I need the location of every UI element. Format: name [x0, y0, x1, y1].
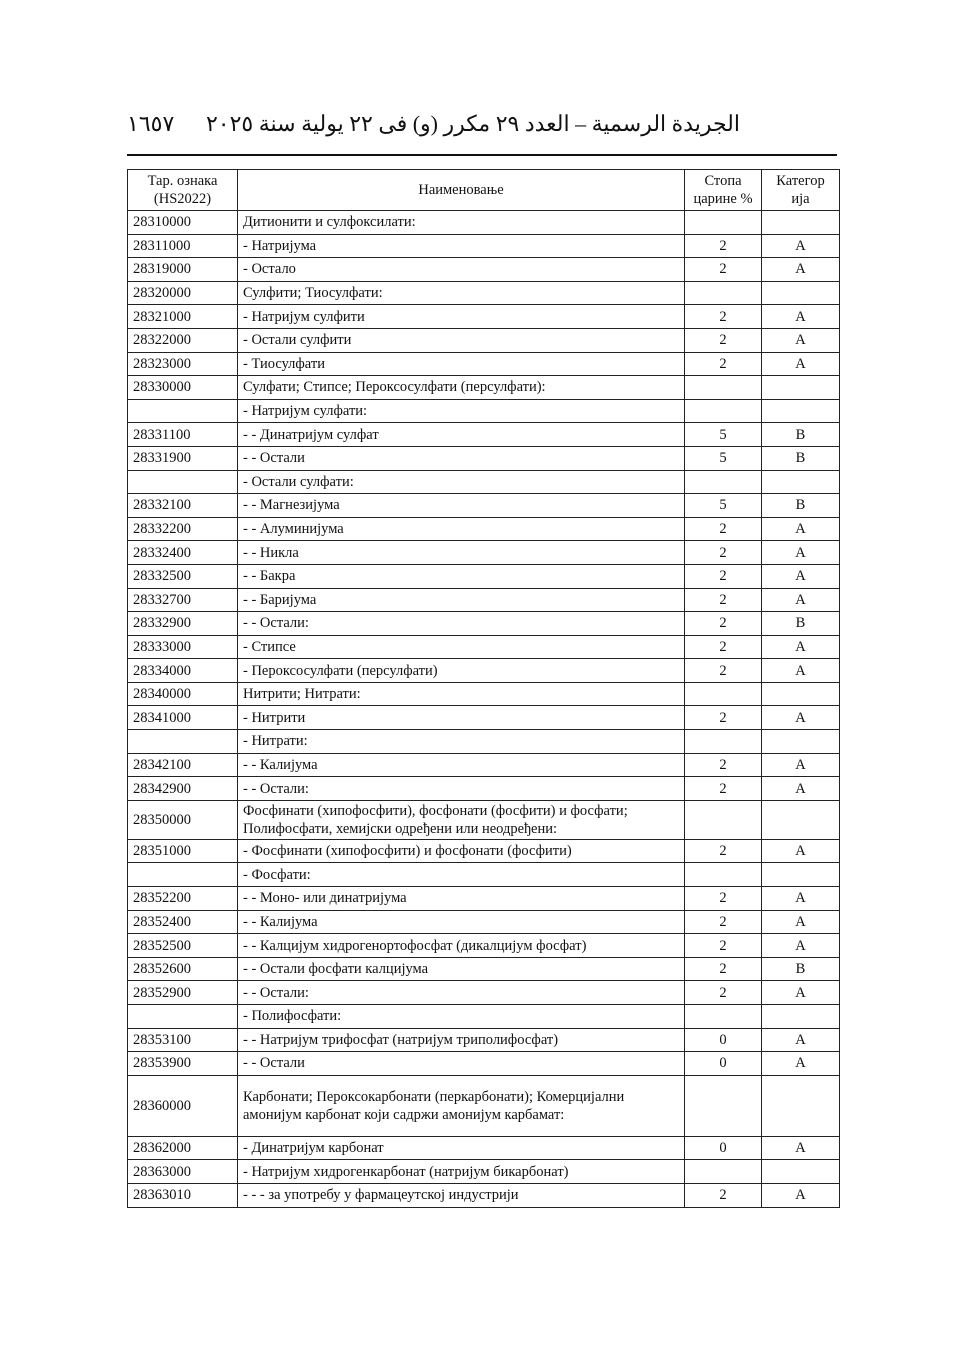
- cell-description: - Стипсе: [238, 635, 685, 659]
- cell-rate: [685, 1005, 762, 1029]
- cell-rate: 2: [685, 934, 762, 958]
- column-header-category: Категор ија: [762, 170, 840, 211]
- cell-rate: 2: [685, 1183, 762, 1207]
- cell-rate: 2: [685, 635, 762, 659]
- cell-description: Сулфити; Тиосулфати:: [238, 281, 685, 305]
- cell-rate: 2: [685, 258, 762, 282]
- cell-category: A: [762, 659, 840, 683]
- cell-category: A: [762, 1028, 840, 1052]
- cell-category: A: [762, 910, 840, 934]
- table-row: [128, 863, 840, 887]
- cell-description: Карбонати; Пероксокарбонати (перкарбонати); Комерцијални амонијум карбонат који садржи амонијум карбамат:: [238, 1075, 685, 1136]
- cell-category: [762, 470, 840, 494]
- cell-description: - Пероксосулфати (персулфати): [238, 659, 685, 683]
- table-row: [128, 910, 840, 934]
- cell-description: - - Остали:: [238, 612, 685, 636]
- column-header-description: Наименовање: [238, 170, 685, 211]
- cell-category: A: [762, 777, 840, 801]
- table-row: [128, 800, 840, 839]
- cell-description: - - Остали: [238, 446, 685, 470]
- cell-description: - - Алуминијума: [238, 517, 685, 541]
- cell-description: Сулфати; Стипсе; Пероксосулфати (персулфати):: [238, 376, 685, 400]
- cell-category: [762, 1075, 840, 1136]
- cell-description: - Натријум сулфити: [238, 305, 685, 329]
- cell-code: 28334000: [128, 659, 238, 683]
- cell-category: B: [762, 423, 840, 447]
- table-row: [128, 1183, 840, 1207]
- cell-category: A: [762, 541, 840, 565]
- cell-code: 28332900: [128, 612, 238, 636]
- cell-description: - Фосфати:: [238, 863, 685, 887]
- cell-category: A: [762, 839, 840, 863]
- table-row: [128, 258, 840, 282]
- cell-description: - - Калијума: [238, 753, 685, 777]
- cell-code: [128, 730, 238, 754]
- cell-code: [128, 863, 238, 887]
- table-row: [128, 517, 840, 541]
- cell-category: A: [762, 588, 840, 612]
- table-header-row: [128, 170, 840, 211]
- cell-code: 28360000: [128, 1075, 238, 1136]
- table-row: [128, 682, 840, 706]
- cell-category: A: [762, 981, 840, 1005]
- cell-code: 28332700: [128, 588, 238, 612]
- cell-code: 28332400: [128, 541, 238, 565]
- cell-category: A: [762, 1136, 840, 1160]
- cell-code: 28340000: [128, 682, 238, 706]
- table-row: [128, 1005, 840, 1029]
- cell-description: - Нитрити: [238, 706, 685, 730]
- cell-rate: 2: [685, 910, 762, 934]
- cell-code: 28341000: [128, 706, 238, 730]
- cell-rate: 2: [685, 305, 762, 329]
- cell-category: A: [762, 258, 840, 282]
- table-row: [128, 564, 840, 588]
- cell-rate: 2: [685, 352, 762, 376]
- cell-description: - Тиосулфати: [238, 352, 685, 376]
- cell-rate: [685, 376, 762, 400]
- cell-description: - Полифосфати:: [238, 1005, 685, 1029]
- cell-description: - - Динатријум сулфат: [238, 423, 685, 447]
- page-header: [127, 104, 837, 144]
- cell-code: 28332500: [128, 564, 238, 588]
- table-row: [128, 446, 840, 470]
- cell-code: 28333000: [128, 635, 238, 659]
- cell-description: - - Остали:: [238, 777, 685, 801]
- table-row: [128, 1136, 840, 1160]
- table-row: [128, 659, 840, 683]
- table-row: [128, 730, 840, 754]
- table-row: [128, 1160, 840, 1184]
- cell-code: 28363000: [128, 1160, 238, 1184]
- cell-category: [762, 399, 840, 423]
- table-row: [128, 612, 840, 636]
- table-row: [128, 957, 840, 981]
- cell-code: 28352200: [128, 887, 238, 911]
- cell-category: A: [762, 234, 840, 258]
- cell-rate: 0: [685, 1028, 762, 1052]
- cell-category: [762, 376, 840, 400]
- cell-category: B: [762, 612, 840, 636]
- cell-rate: 2: [685, 564, 762, 588]
- cell-rate: [685, 281, 762, 305]
- table-row: [128, 328, 840, 352]
- cell-rate: [685, 730, 762, 754]
- cell-rate: 2: [685, 659, 762, 683]
- column-header-code: Тар. ознака (HS2022): [128, 170, 238, 211]
- table-row: [128, 588, 840, 612]
- cell-code: [128, 1005, 238, 1029]
- cell-category: A: [762, 305, 840, 329]
- table-row: [128, 1075, 840, 1136]
- cell-category: A: [762, 328, 840, 352]
- cell-rate: [685, 399, 762, 423]
- cell-code: 28342900: [128, 777, 238, 801]
- cell-rate: 2: [685, 328, 762, 352]
- cell-category: A: [762, 1183, 840, 1207]
- table-row: [128, 1052, 840, 1076]
- cell-rate: 2: [685, 588, 762, 612]
- cell-description: - Остало: [238, 258, 685, 282]
- cell-code: 28321000: [128, 305, 238, 329]
- cell-category: A: [762, 1052, 840, 1076]
- cell-rate: 2: [685, 541, 762, 565]
- cell-description: - Динатријум карбонат: [238, 1136, 685, 1160]
- cell-category: [762, 800, 840, 839]
- cell-category: [762, 863, 840, 887]
- cell-category: A: [762, 934, 840, 958]
- cell-code: 28352400: [128, 910, 238, 934]
- cell-description: - - Бакра: [238, 564, 685, 588]
- cell-code: 28310000: [128, 211, 238, 235]
- table-row: [128, 234, 840, 258]
- cell-code: 28352900: [128, 981, 238, 1005]
- table-row: [128, 376, 840, 400]
- cell-description: - - Остали фосфати калцијума: [238, 957, 685, 981]
- page-number: ١٦٥٧: [127, 111, 175, 136]
- cell-category: A: [762, 352, 840, 376]
- table-row: [128, 839, 840, 863]
- cell-rate: 5: [685, 494, 762, 518]
- cell-code: 28320000: [128, 281, 238, 305]
- cell-rate: 2: [685, 706, 762, 730]
- cell-description: - - Баријума: [238, 588, 685, 612]
- table-row: [128, 934, 840, 958]
- cell-category: A: [762, 753, 840, 777]
- cell-code: 28363010: [128, 1183, 238, 1207]
- cell-rate: [685, 682, 762, 706]
- cell-rate: 2: [685, 839, 762, 863]
- cell-rate: 0: [685, 1136, 762, 1160]
- cell-code: 28353100: [128, 1028, 238, 1052]
- cell-category: A: [762, 887, 840, 911]
- cell-code: 28350000: [128, 800, 238, 839]
- cell-rate: 2: [685, 612, 762, 636]
- table-row: [128, 470, 840, 494]
- cell-description: - - Остали:: [238, 981, 685, 1005]
- cell-description: Фосфинати (хипофосфити), фосфонати (фосфити) и фосфати; Полифосфати, хемијски одређени или неодређени:: [238, 800, 685, 839]
- cell-code: 28332100: [128, 494, 238, 518]
- cell-description: Дитионити и сулфоксилати:: [238, 211, 685, 235]
- cell-code: 28342100: [128, 753, 238, 777]
- cell-code: [128, 470, 238, 494]
- cell-description: - - Никла: [238, 541, 685, 565]
- cell-rate: [685, 1160, 762, 1184]
- cell-description: - - - за употребу у фармацеутској индустрији: [238, 1183, 685, 1207]
- cell-description: - - Остали: [238, 1052, 685, 1076]
- table-row: [128, 281, 840, 305]
- cell-category: A: [762, 635, 840, 659]
- cell-category: A: [762, 564, 840, 588]
- cell-rate: [685, 211, 762, 235]
- cell-description: - - Калцијум хидрогенортофосфат (дикалцијум фосфат): [238, 934, 685, 958]
- table-row: [128, 706, 840, 730]
- cell-rate: 2: [685, 957, 762, 981]
- cell-category: [762, 1005, 840, 1029]
- cell-code: 28353900: [128, 1052, 238, 1076]
- cell-code: 28331900: [128, 446, 238, 470]
- table-row: [128, 635, 840, 659]
- table-row: [128, 494, 840, 518]
- table-row: [128, 1028, 840, 1052]
- cell-code: 28352600: [128, 957, 238, 981]
- cell-category: [762, 682, 840, 706]
- column-header-rate: Стопа царине %: [685, 170, 762, 211]
- cell-rate: [685, 1075, 762, 1136]
- table-body: [128, 211, 840, 1208]
- cell-description: Нитрити; Нитрати:: [238, 682, 685, 706]
- cell-description: - Нитрати:: [238, 730, 685, 754]
- cell-rate: 0: [685, 1052, 762, 1076]
- table-row: [128, 423, 840, 447]
- cell-rate: [685, 800, 762, 839]
- cell-rate: 5: [685, 423, 762, 447]
- cell-description: - - Моно- или динатријума: [238, 887, 685, 911]
- cell-description: - - Магнезијума: [238, 494, 685, 518]
- cell-rate: [685, 470, 762, 494]
- table-row: [128, 753, 840, 777]
- cell-rate: 2: [685, 887, 762, 911]
- table-row: [128, 981, 840, 1005]
- tariff-table: [127, 169, 840, 1208]
- table-row: [128, 541, 840, 565]
- cell-code: 28351000: [128, 839, 238, 863]
- cell-code: 28331100: [128, 423, 238, 447]
- table-row: [128, 211, 840, 235]
- cell-code: 28330000: [128, 376, 238, 400]
- cell-code: 28352500: [128, 934, 238, 958]
- cell-rate: 2: [685, 517, 762, 541]
- cell-category: B: [762, 957, 840, 981]
- cell-description: - - Натријум трифосфат (натријум триполифосфат): [238, 1028, 685, 1052]
- cell-category: [762, 730, 840, 754]
- cell-category: A: [762, 517, 840, 541]
- table-row: [128, 352, 840, 376]
- table-row: [128, 399, 840, 423]
- cell-rate: 2: [685, 777, 762, 801]
- cell-category: [762, 281, 840, 305]
- cell-category: B: [762, 494, 840, 518]
- cell-code: 28319000: [128, 258, 238, 282]
- table-row: [128, 887, 840, 911]
- cell-description: - - Калијума: [238, 910, 685, 934]
- cell-rate: 2: [685, 234, 762, 258]
- table-row: [128, 777, 840, 801]
- cell-description: - Натријум хидрогенкарбонат (натријум бикарбонат): [238, 1160, 685, 1184]
- cell-rate: 2: [685, 981, 762, 1005]
- cell-description: - Остали сулфити: [238, 328, 685, 352]
- cell-code: 28323000: [128, 352, 238, 376]
- header-rule: [127, 154, 837, 156]
- cell-rate: 5: [685, 446, 762, 470]
- cell-category: [762, 1160, 840, 1184]
- cell-description: - Фосфинати (хипофосфити) и фосфонати (фосфити): [238, 839, 685, 863]
- cell-description: - Натријума: [238, 234, 685, 258]
- cell-code: 28362000: [128, 1136, 238, 1160]
- table-row: [128, 305, 840, 329]
- cell-code: [128, 399, 238, 423]
- cell-category: B: [762, 446, 840, 470]
- cell-code: 28322000: [128, 328, 238, 352]
- cell-code: 28332200: [128, 517, 238, 541]
- cell-category: A: [762, 706, 840, 730]
- cell-rate: [685, 863, 762, 887]
- cell-description: - Натријум сулфати:: [238, 399, 685, 423]
- cell-code: 28311000: [128, 234, 238, 258]
- gazette-title: الجريدة الرسمية – العدد ٢٩ مكرر (و) فى ٢٢ يولية سنة ٢٠٢٥: [205, 111, 740, 136]
- cell-rate: 2: [685, 753, 762, 777]
- cell-category: [762, 211, 840, 235]
- cell-description: - Остали сулфати:: [238, 470, 685, 494]
